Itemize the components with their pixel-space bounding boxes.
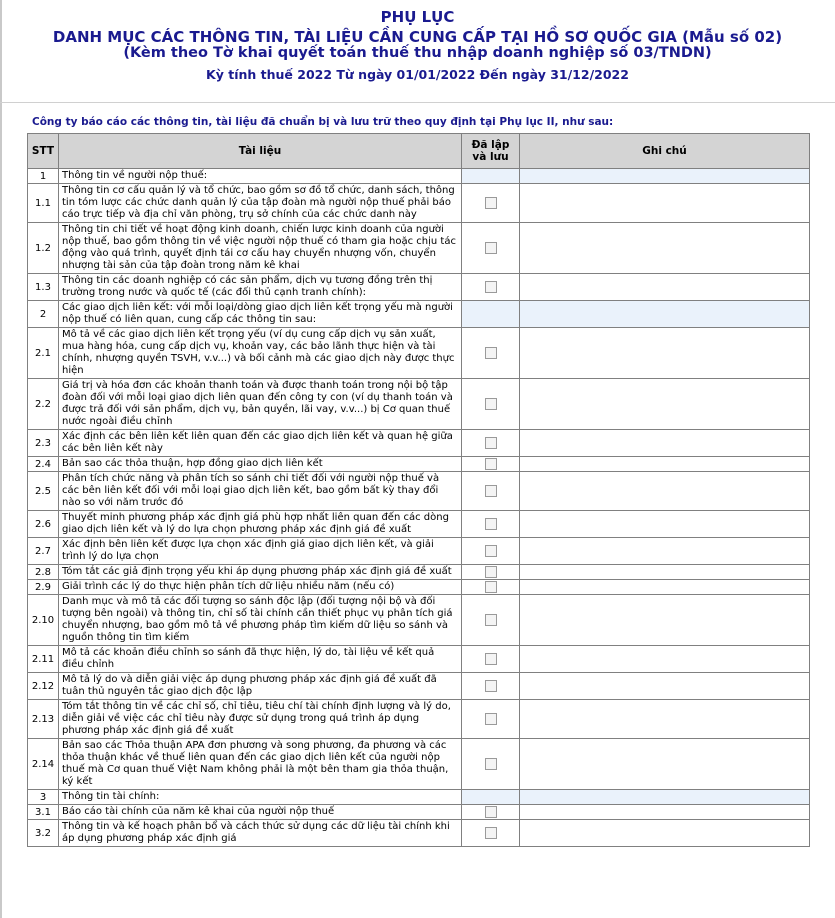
table-row	[28, 820, 810, 847]
row-stt: 1.2	[28, 223, 59, 274]
row-note-cell[interactable]	[520, 328, 810, 379]
row-saved-cell	[462, 274, 520, 301]
row-stt: 2.8	[28, 565, 59, 580]
row-stt: 2.14	[28, 739, 59, 790]
row-saved-cell	[462, 457, 520, 472]
table-group-row	[28, 169, 810, 184]
row-saved-cell	[462, 595, 520, 646]
saved-checkbox[interactable]	[485, 398, 497, 410]
table-row	[28, 673, 810, 700]
row-document-text: Mô tả lý do và diễn giải việc áp dụng phương pháp xác định giá đề xuất đã tuân thủ nguyên tắc giao dịch độc lập	[59, 673, 462, 700]
table-row	[28, 511, 810, 538]
row-saved-cell	[462, 580, 520, 595]
saved-checkbox[interactable]	[485, 758, 497, 770]
table-row	[28, 472, 810, 511]
row-document-text: Xác định bên liên kết được lựa chọn xác định giá giao dịch liên kết, và giải trình lý do lựa chọn	[59, 538, 462, 565]
saved-checkbox[interactable]	[485, 242, 497, 254]
table-group-row	[28, 301, 810, 328]
row-document-text: Danh mục và mô tả các đối tượng so sánh độc lập (đối tượng nội bộ và đối tượng bên ngoài) và thông tin, chỉ số tài chính cần thiết phục vụ phân tích giá chuyển nhượng, bao gồm mô tả về phương pháp tìm kiếm dữ liệu so sánh và nguồn thông tin tìm kiếm	[59, 595, 462, 646]
row-note-cell[interactable]	[520, 805, 810, 820]
table-row	[28, 700, 810, 739]
table-header-row	[28, 134, 810, 169]
row-stt: 3.2	[28, 820, 59, 847]
row-stt: 2.7	[28, 538, 59, 565]
row-stt: 2.6	[28, 511, 59, 538]
row-note-cell[interactable]	[520, 595, 810, 646]
row-saved-cell	[462, 739, 520, 790]
row-saved-cell	[462, 379, 520, 430]
table-row	[28, 538, 810, 565]
appendix-subtitle: DANH MỤC CÁC THÔNG TIN, TÀI LIỆU CẦN CUNG CẤP TẠI HỒ SƠ QUỐC GIA (Mẫu số 02)	[52, 28, 783, 46]
row-saved-cell	[462, 646, 520, 673]
saved-checkbox[interactable]	[485, 437, 497, 449]
row-note-cell[interactable]	[520, 379, 810, 430]
section-divider	[0, 102, 835, 103]
row-document-text: Thuyết minh phương pháp xác định giá phù hợp nhất liên quan đến các dòng giao dịch liên kết và lý do lựa chọn phương pháp xác định giá đề xuất	[59, 511, 462, 538]
table-group-row	[28, 790, 810, 805]
row-note-cell[interactable]	[520, 646, 810, 673]
table-row	[28, 457, 810, 472]
table-row	[28, 328, 810, 379]
row-stt: 2.1	[28, 328, 59, 379]
row-stt: 2.13	[28, 700, 59, 739]
row-document-text: Phân tích chức năng và phân tích so sánh chi tiết đối với người nộp thuế và các bên liên kết đối với mỗi loại giao dịch liên kết, bao gồm bất kỳ thay đổi nào so với năm trước đó	[59, 472, 462, 511]
column-header-saved: Đã lập và lưu	[462, 134, 520, 169]
table-row	[28, 184, 810, 223]
row-document-text: Thông tin cơ cấu quản lý và tổ chức, bao gồm sơ đồ tổ chức, danh sách, thông tin tóm lược các chức danh quản lý của tập đoàn mà người nộp thuế phải báo cáo trực tiếp và địa chỉ văn phòng, trụ sở chính của các chức danh này	[59, 184, 462, 223]
row-stt: 2.2	[28, 379, 59, 430]
row-note-cell[interactable]	[520, 223, 810, 274]
saved-checkbox[interactable]	[485, 581, 497, 593]
documents-table	[27, 133, 810, 847]
table-row	[28, 430, 810, 457]
row-document-text: Mô tả về các giao dịch liên kết trọng yếu (ví dụ cung cấp dịch vụ sản xuất, mua hàng hóa, cung cấp dịch vụ, khoản vay, các bảo lãnh thực hiện và tài chính, nhượng quyền TSVH, v.v...) và bối cảnh mà các giao dịch này được thực hiện	[59, 328, 462, 379]
row-document-text: Giá trị và hóa đơn các khoản thanh toán và được thanh toán trong nội bộ tập đoàn đối với mỗi loại giao dịch liên quan đến công ty con (ví dụ thanh toán và được trả đối với sản phẩm, dịch vụ, bản quyền, lãi vay, v.v...) bị Cơ quan thuế nước ngoài điều chỉnh	[59, 379, 462, 430]
row-saved-cell	[462, 805, 520, 820]
table-row	[28, 739, 810, 790]
row-note-cell[interactable]	[520, 673, 810, 700]
row-saved-cell	[462, 790, 520, 805]
row-saved-cell	[462, 472, 520, 511]
row-note-cell[interactable]	[520, 457, 810, 472]
row-document-text: Giải trình các lý do thực hiện phân tích dữ liệu nhiều năm (nếu có)	[59, 580, 462, 595]
row-stt: 1.1	[28, 184, 59, 223]
saved-checkbox[interactable]	[485, 485, 497, 497]
row-saved-cell	[462, 328, 520, 379]
table-row	[28, 646, 810, 673]
row-document-text: Xác định các bên liên kết liên quan đến các giao dịch liên kết và quan hệ giữa các bên liên kết này	[59, 430, 462, 457]
row-saved-cell	[462, 565, 520, 580]
row-saved-cell	[462, 511, 520, 538]
row-stt: 2.3	[28, 430, 59, 457]
row-stt: 2.4	[28, 457, 59, 472]
table-row	[28, 595, 810, 646]
row-document-text: Báo cáo tài chính của năm kê khai của người nộp thuế	[59, 805, 462, 820]
row-note-cell[interactable]	[520, 511, 810, 538]
saved-checkbox[interactable]	[485, 713, 497, 725]
saved-checkbox[interactable]	[485, 566, 497, 578]
row-document-text: Thông tin về người nộp thuế:	[59, 169, 462, 184]
appendix-title: PHỤ LỤC	[380, 8, 455, 26]
row-stt: 3.1	[28, 805, 59, 820]
row-stt: 2.9	[28, 580, 59, 595]
row-note-cell[interactable]	[520, 184, 810, 223]
row-stt: 2.5	[28, 472, 59, 511]
row-note-cell[interactable]	[520, 565, 810, 580]
row-note-cell[interactable]	[520, 274, 810, 301]
row-saved-cell	[462, 700, 520, 739]
attached-note: (Kèm theo Tờ khai quyết toán thuế thu nhập doanh nghiệp số 03/TNDN)	[123, 45, 712, 61]
row-saved-cell	[462, 169, 520, 184]
tax-period: Kỳ tính thuế 2022 Từ ngày 01/01/2022 Đến ngày 31/12/2022	[206, 67, 629, 82]
table-row	[28, 379, 810, 430]
row-saved-cell	[462, 673, 520, 700]
row-saved-cell	[462, 301, 520, 328]
row-saved-cell	[462, 430, 520, 457]
row-note-cell[interactable]	[520, 580, 810, 595]
row-document-text: Mô tả các khoản điều chỉnh so sánh đã thực hiện, lý do, tài liệu về kết quả điều chỉnh	[59, 646, 462, 673]
table-row	[28, 580, 810, 595]
row-note-cell[interactable]	[520, 472, 810, 511]
row-stt: 2	[28, 301, 59, 328]
row-document-text: Tóm tắt thông tin về các chỉ số, chỉ tiêu, tiêu chí tài chính định lượng và lý do, diễn giải về việc các chỉ tiêu này được sử dụng trong quá trình áp dụng phương pháp xác định giá đề xuất	[59, 700, 462, 739]
row-saved-cell	[462, 223, 520, 274]
row-note-cell[interactable]	[520, 430, 810, 457]
column-header-stt: STT	[28, 134, 59, 169]
table-row	[28, 805, 810, 820]
column-header-note: Ghi chú	[520, 134, 810, 169]
row-document-text: Bản sao các thỏa thuận, hợp đồng giao dịch liên kết	[59, 457, 462, 472]
saved-checkbox[interactable]	[485, 545, 497, 557]
row-stt: 3	[28, 790, 59, 805]
column-header-document: Tài liệu	[59, 134, 462, 169]
row-note-cell[interactable]	[520, 538, 810, 565]
row-note-cell[interactable]	[520, 739, 810, 790]
row-document-text: Thông tin và kế hoạch phân bổ và cách thức sử dụng các dữ liệu tài chính khi áp dụng phương pháp xác định giá	[59, 820, 462, 847]
saved-checkbox[interactable]	[485, 458, 497, 470]
row-note-cell[interactable]	[520, 700, 810, 739]
row-stt: 2.11	[28, 646, 59, 673]
row-document-text: Thông tin chi tiết về hoạt động kinh doanh, chiến lược kinh doanh của người nộp thuế, bao gồm thông tin về việc người nộp thuế có tham gia hoặc chịu tác động vào quá trình, quyết định tái cơ cấu hay chuyển nhượng vốn, chuyển nhượng tài sản của tập đoàn trong năm kê khai	[59, 223, 462, 274]
row-document-text: Các giao dịch liên kết: với mỗi loại/dòng giao dịch liên kết trọng yếu mà người nộp thuế có liên quan, cung cấp các thông tin sau:	[59, 301, 462, 328]
saved-checkbox[interactable]	[485, 347, 497, 359]
table-body	[28, 169, 810, 847]
row-document-text: Thông tin các doanh nghiệp có các sản phẩm, dịch vụ tương đồng trên thị trường trong nước và quốc tế (các đối thủ cạnh tranh chính):	[59, 274, 462, 301]
row-note-cell[interactable]	[520, 301, 810, 328]
row-note-cell[interactable]	[520, 820, 810, 847]
row-note-cell[interactable]	[520, 790, 810, 805]
row-stt: 2.10	[28, 595, 59, 646]
row-stt: 2.12	[28, 673, 59, 700]
row-saved-cell	[462, 820, 520, 847]
window-left-border	[0, 0, 2, 918]
saved-checkbox[interactable]	[485, 806, 497, 818]
saved-checkbox[interactable]	[485, 614, 497, 626]
saved-checkbox[interactable]	[485, 197, 497, 209]
saved-checkbox[interactable]	[485, 281, 497, 293]
saved-checkbox[interactable]	[485, 680, 497, 692]
saved-checkbox[interactable]	[485, 518, 497, 530]
table-row	[28, 223, 810, 274]
row-document-text: Thông tin tài chính:	[59, 790, 462, 805]
saved-checkbox[interactable]	[485, 827, 497, 839]
row-document-text: Tóm tắt các giả định trọng yếu khi áp dụng phương pháp xác định giá đề xuất	[59, 565, 462, 580]
row-stt: 1.3	[28, 274, 59, 301]
table-row	[28, 565, 810, 580]
row-document-text: Bản sao các Thỏa thuận APA đơn phương và song phương, đa phương và các thỏa thuận khác về thuế liên quan đến các giao dịch liên kết của người nộp thuế mà Cơ quan thuế Việt Nam không phải là một bên tham gia thỏa thuận, ký kết	[59, 739, 462, 790]
row-saved-cell	[462, 538, 520, 565]
row-note-cell[interactable]	[520, 169, 810, 184]
intro-text: Công ty báo cáo các thông tin, tài liệu đã chuẩn bị và lưu trữ theo quy định tại Phụ lục II, như sau:	[32, 116, 614, 128]
row-stt: 1	[28, 169, 59, 184]
row-saved-cell	[462, 184, 520, 223]
saved-checkbox[interactable]	[485, 653, 497, 665]
table-row	[28, 274, 810, 301]
